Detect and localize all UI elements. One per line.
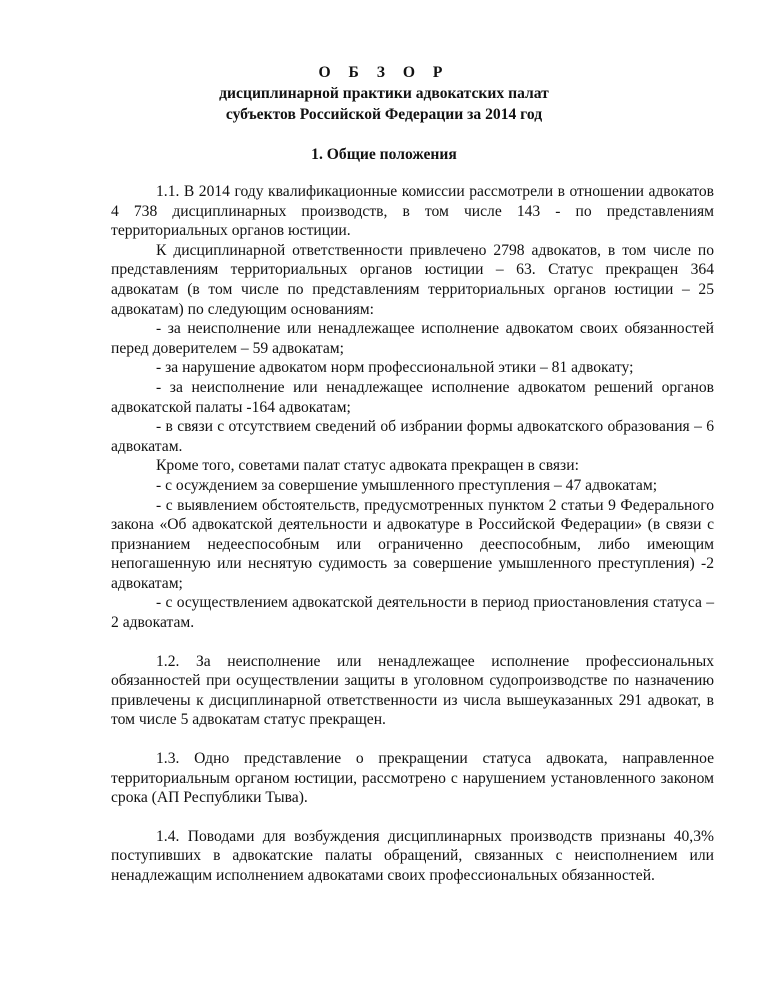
paragraph-additional: Кроме того, советами палат статус адвоката прекращен в связи: <box>156 457 579 475</box>
section-heading: 1. Общие положения <box>311 146 457 163</box>
title-word: О Б З О Р <box>318 64 450 81</box>
paragraph-1-3: 1.3. Одно представление о прекращении статуса адвоката, направленное территориальным органом юстиции, рассмотрено с нарушением установленного законом срока (АП Республики Тыва). <box>111 750 714 807</box>
paragraph-1-4: 1.4. Поводами для возбуждения дисциплинарных производств признаны 40,3% поступивших в адвокатские палаты обращений, связанных с неисполнением или ненадлежащим исполнением адвокатами своих профессиональных обязанностей. <box>111 827 714 884</box>
title-line-2: дисциплинарной практики адвокатских палат <box>219 85 549 102</box>
list-item: - с выявлением обстоятельств, предусмотренных пунктом 2 статьи 9 Федерального закона «Об адвокатской деятельности и адвокатуре в Российской Федерации» (в связи с признанием недееспособным или ограниченно дееспособным, либо имеющим непогашенную или неснятую судимость за совершение умышленного преступления) -2 адвокатам; <box>111 496 714 592</box>
paragraph-1-2: 1.2. За неисполнение или ненадлежащее исполнение профессиональных обязанностей при осуществлении защиты в уголовном судопроизводстве по назначению привлечены к дисциплинарной ответственности из числа вышеуказанных 291 адвокат, в том числе 5 адвокатам статус прекращен. <box>111 652 714 729</box>
list-item: - за неисполнение или ненадлежащее исполнение адвокатом своих обязанностей перед доверителем – 59 адвокатам; <box>111 320 714 357</box>
list-item: - с осуществлением адвокатской деятельности в период приостановления статуса – 2 адвокатам. <box>111 594 714 632</box>
list-item: - за нарушение адвокатом норм профессиональной этики – 81 адвокату; <box>156 359 634 377</box>
paragraph-1-1: 1.1. В 2014 году квалификационные комиссии рассмотрели в отношении адвокатов 4 738 дисциплинарных производств, в том числе 143 - по представлениям территориальных органов юстиции. <box>111 183 714 240</box>
document-title <box>0 62 768 125</box>
list-item: - за неисполнение или ненадлежащее исполнение адвокатом решений органов адвокатской палаты -164 адвокатам; <box>111 378 714 416</box>
paragraph-1-1-b: К дисциплинарной ответственности привлечено 2798 адвокатов, в том числе по представлениям территориальных органов юстиции – 63. Статус прекращен 364 адвокатам (в том числе по представлениям территориальных органов юстиции – 25 адвокатам) по следующим основаниям: <box>111 241 714 318</box>
list-item: - в связи с отсутствием сведений об избрании формы адвокатского образования – 6 адвокатам. <box>111 418 714 455</box>
list-item: - с осуждением за совершение умышленного преступления – 47 адвокатам; <box>156 476 658 494</box>
title-line-3: субъектов Российской Федерации за 2014 год <box>225 106 543 123</box>
document-body <box>111 182 714 886</box>
